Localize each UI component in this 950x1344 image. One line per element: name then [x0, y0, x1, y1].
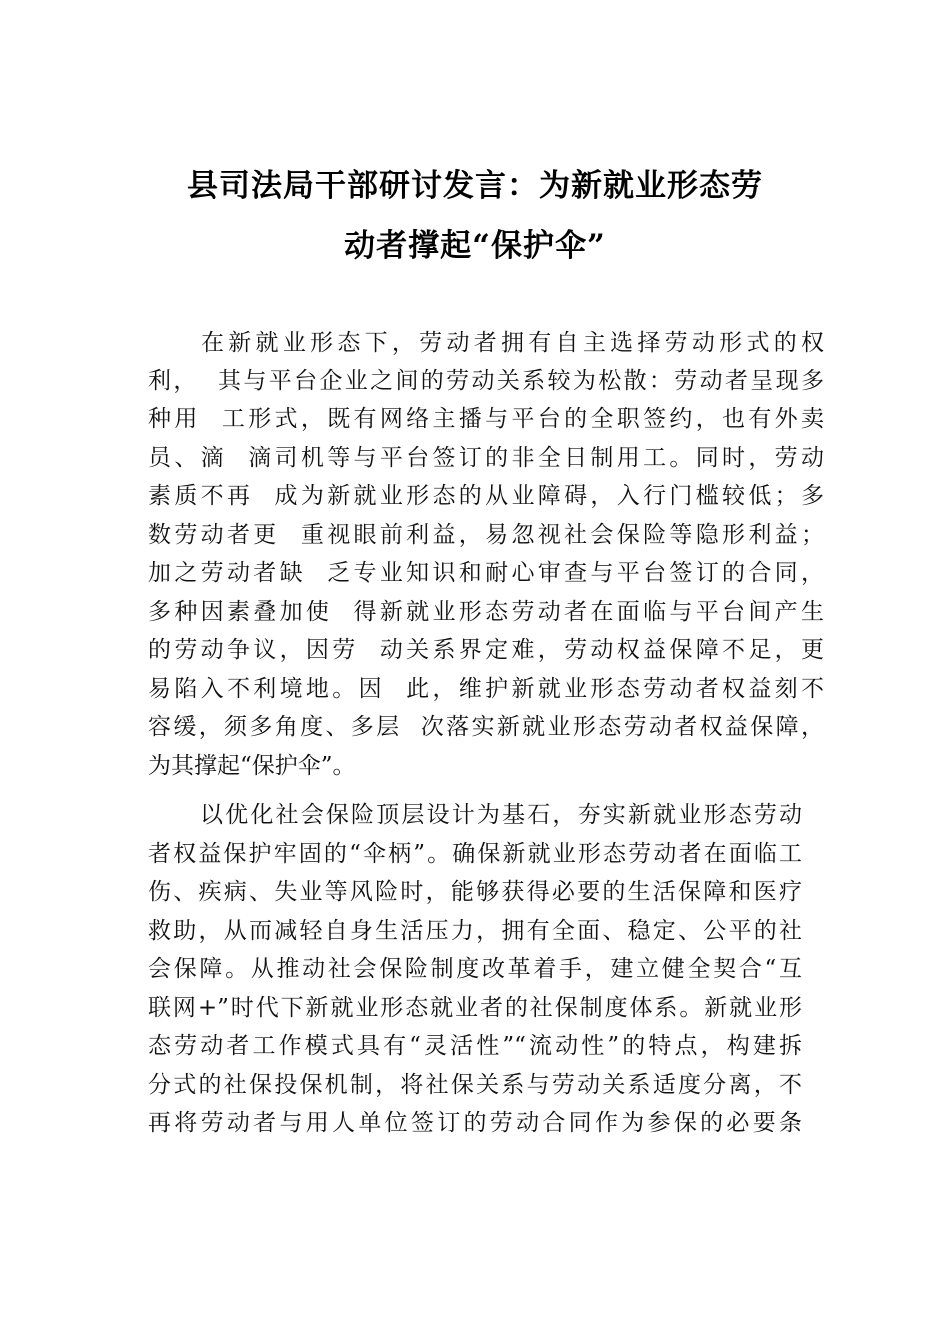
paragraph-1-line: 数劳动者更 重视眼前利益，易忽视社会保险等隐形利益；	[148, 522, 824, 548]
title-line-1: 县司法局干部研讨发言：为新就业形态劳	[187, 168, 763, 204]
paragraph-2-line: 分式的社保投保机制，将社保关系与劳动关系适度分离，不	[148, 1072, 802, 1098]
paragraph-1-line: 多种因素叠加使 得新就业形态劳动者在面临与平台间产生	[148, 599, 824, 625]
paragraph-1-line: 素质不再 成为新就业形态的从业障碍，入行门槛较低；多	[148, 483, 824, 509]
title-line-2: 动者撑起“保护伞”	[344, 228, 606, 264]
paragraph-2-line: 再将劳动者与用人单位签订的劳动合同作为参保的必要条	[148, 1110, 802, 1136]
paragraph-1-line: 加之劳动者缺 乏专业知识和耐心审查与平台签订的合同，	[148, 560, 824, 586]
paragraph-2-line: 态劳动者工作模式具有“灵活性”“流动性”的特点，构建拆	[148, 1033, 802, 1059]
paragraph-1-line: 种用 工形式，既有网络主播与平台的全职签约，也有外卖	[148, 406, 824, 432]
paragraph-1-line: 员、滴 滴司机等与平台签订的非全日制用工。同时，劳动	[148, 445, 824, 471]
paragraph-2-line: 救助，从而减轻自身生活压力，拥有全面、稳定、公平的社	[148, 918, 802, 944]
paragraph-1-line: 在新就业形态下，劳动者拥有自主选择劳动形式的权	[201, 330, 824, 356]
paragraph-1-line: 易陷入不利境地。因 此，维护新就业形态劳动者权益刻不	[148, 676, 824, 702]
paragraph-1-line: 为其撑起“保护伞”。	[148, 753, 356, 779]
paragraph-2-line: 联网+”时代下新就业形态就业者的社保制度体系。新就业形	[148, 995, 802, 1021]
paragraph-1-line: 容缓，须多角度、多层 次落实新就业形态劳动者权益保障，	[148, 714, 824, 740]
paragraph-2-line: 者权益保护牢固的“伞柄”。确保新就业形态劳动者在面临工	[148, 841, 802, 867]
paragraph-1-line: 利， 其与平台企业之间的劳动关系较为松散：劳动者呈现多	[148, 368, 824, 394]
paragraph-2-line: 以优化社会保险顶层设计为基石，夯实新就业形态劳动	[200, 802, 802, 828]
paragraph-2-line: 伤、疾病、失业等风险时，能够获得必要的生活保障和医疗	[148, 879, 802, 905]
paragraph-1-line: 的劳动争议，因劳 动关系界定难，劳动权益保障不足，更	[148, 637, 824, 663]
paragraph-2-line: 会保障。从推动社会保险制度改革着手，建立健全契合“互	[148, 956, 802, 982]
